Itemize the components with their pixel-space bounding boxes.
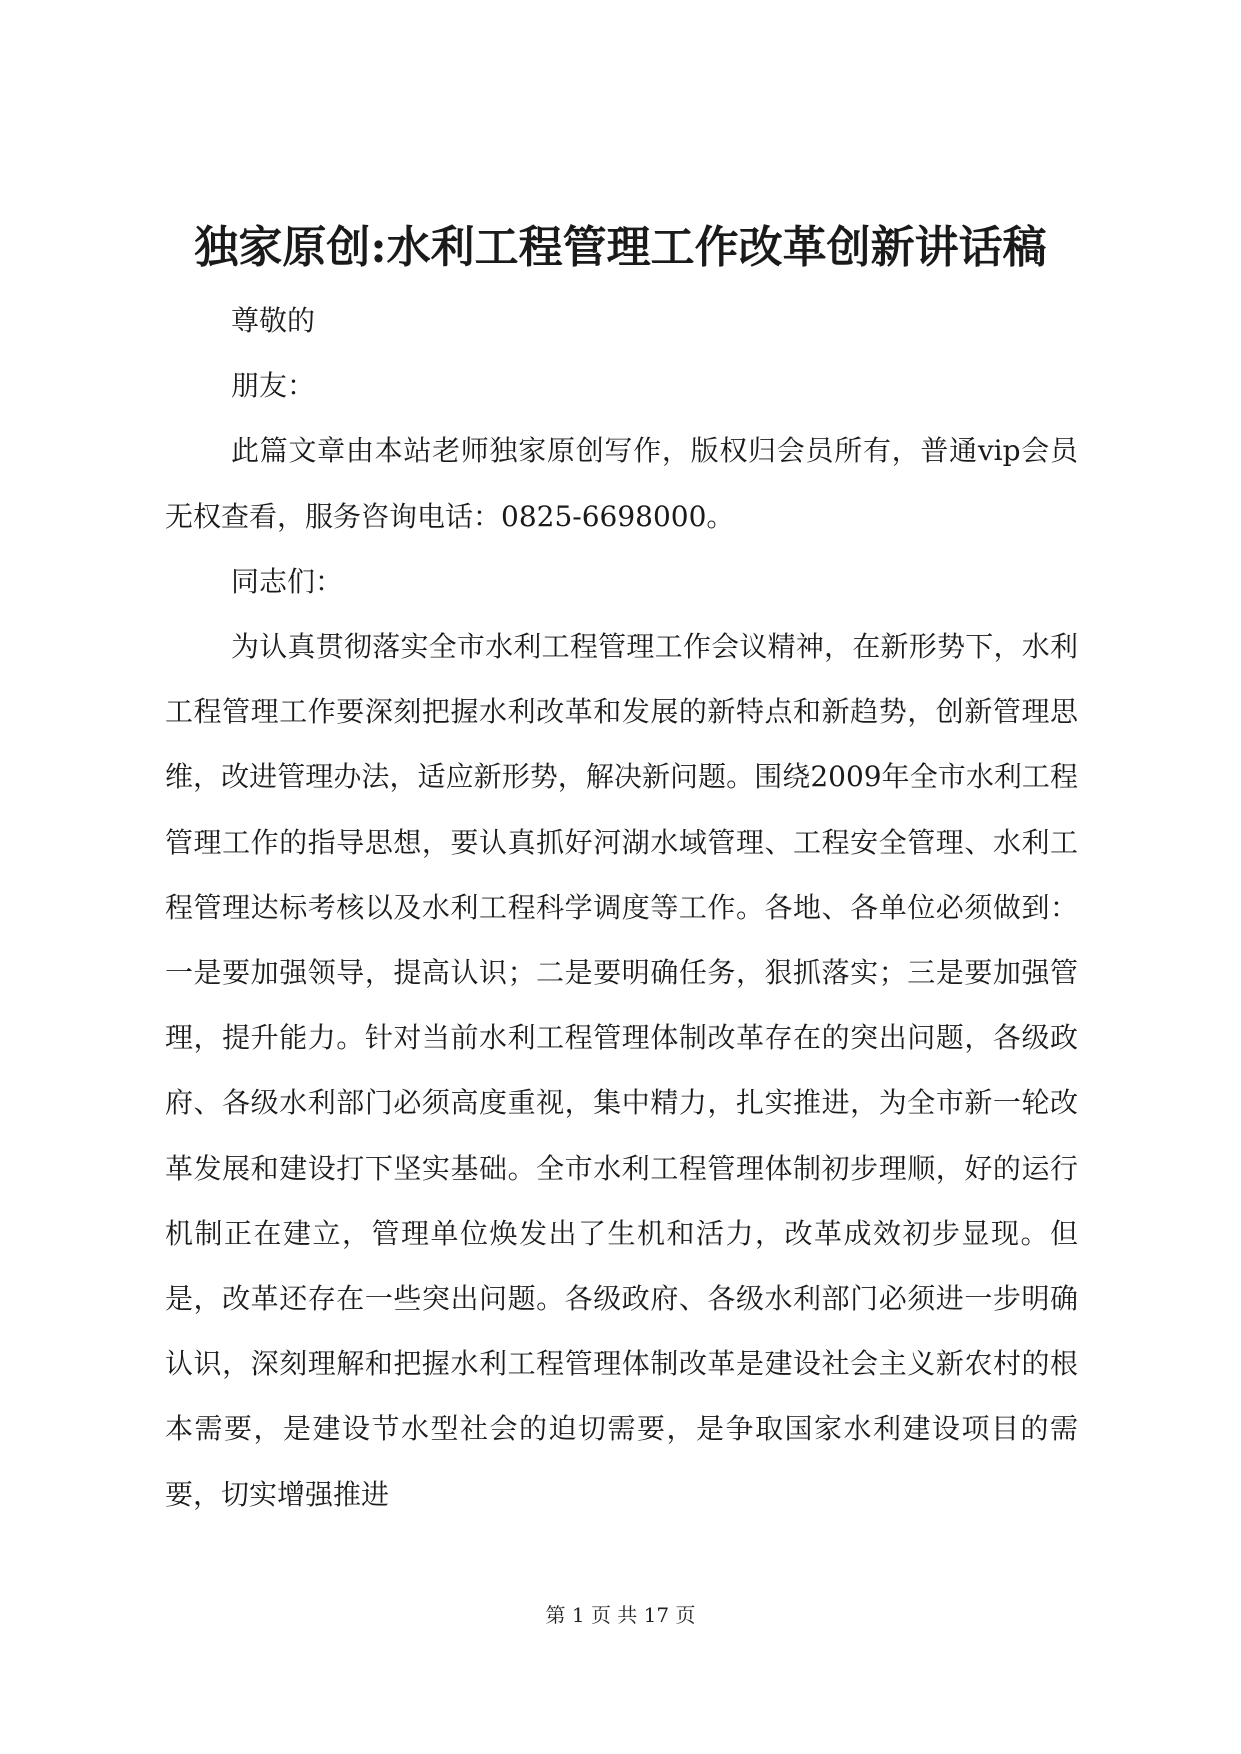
- salutation-line-2: 朋友：: [231, 369, 316, 403]
- main-paragraph: 为认真贯彻落实全市水利工程管理工作会议精神，在新形势下，水利工程管理工作要深刻把握水利改革和发展的新特点和新趋势，创新管理思维，改进管理办法，适应新形势，解决新问题。围绕2009年全市水利工程管理工作的指导思想，要认真抓好河湖水域管理、工程安全管理、水利工程管理达标考核以及水利工程科学调度等工作。各地、各单位必须做到：一是要加强领导，提高认识；二是要明确任务，狠抓落实；三是要加强管理，提升能力。针对当前水利工程管理体制改革存在的突出问题，各级政府、各级水利部门必须高度重视，集中精力，扎实推进，为全市新一轮改革发展和建设打下坚实基础。全市水利工程管理体制初步理顺，好的运行机制正在建立，管理单位焕发出了生机和活力，改革成效初步显现。但是，改革还存在一些突出问题。各级政府、各级水利部门必须进一步明确认识，深刻理解和把握水利工程管理体制改革是建设社会主义新农村的根本需要，是建设节水型社会的迫切需要，是争取国家水利建设项目的需要，切实增强推进: [165, 630, 1078, 1511]
- salutation-line-1: 尊敬的: [231, 304, 316, 337]
- document-title: 独家原创:水利工程管理工作改革创新讲话稿: [194, 222, 1047, 273]
- copyright-notice: 此篇文章由本站老师独家原创写作，版权归会员所有，普通vip会员无权查看，服务咨询电话：0825-6698000。: [165, 434, 1078, 533]
- greeting: 同志们：: [231, 564, 344, 598]
- page-number: 第 1 页 共 17 页: [545, 1603, 696, 1627]
- document-body: [165, 288, 1078, 1527]
